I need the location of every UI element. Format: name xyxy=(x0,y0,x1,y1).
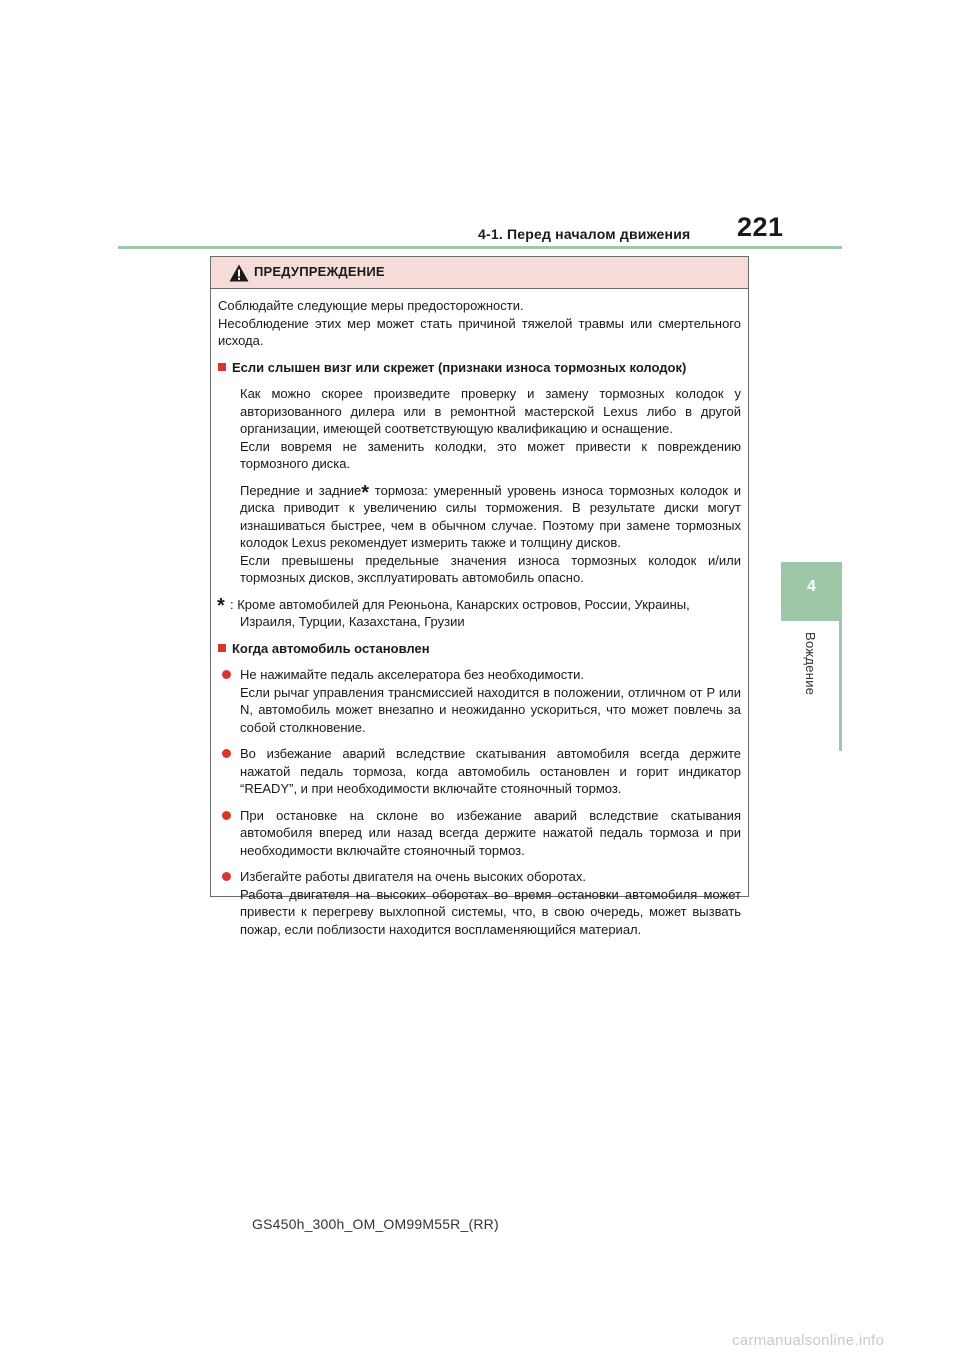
site-watermark: carmanualsonline.info xyxy=(732,1332,885,1349)
brake-paragraph-1: Как можно скорее произведите проверку и замену тормозных колодок у авторизованного дилера или в ремонтной мастерской Lexus либо в другой организации, имеющей соответствующую квалификацию и оснащение. xyxy=(240,386,741,436)
round-bullet-icon xyxy=(222,811,231,820)
section-stopped-title: Когда автомобиль остановлен xyxy=(218,640,741,658)
warning-triangle-icon xyxy=(229,264,249,282)
stopped-bullet: Во избежание аварий вследствие скатывания автомобиля всегда держите нажатой педаль тормоза, когда автомобиль остановлен и горит индикатор “READY”, и при необходимости включайте стояночный тормоз. xyxy=(218,745,741,798)
square-bullet-icon xyxy=(218,363,226,371)
brake-paragraph-2: Если вовремя не заменить колодки, это может привести к повреждению тормозного диска. xyxy=(240,438,741,471)
brake-paragraph-3: Передние и задние* тормоза: умеренный уровень износа тормозных колодок и диска приводит к увеличению силы торможения. В результате диски могут изнашиваться быстрее, чем в обычном случае. Поэтому при замене тормозных колодок Lexus рекомендует измерить также и толщину дисков. xyxy=(240,481,741,550)
square-bullet-icon xyxy=(218,644,226,652)
warning-header xyxy=(211,257,748,289)
warning-intro-2: Несоблюдение этих мер может стать причиной тяжелой травмы или смертельного исхода. xyxy=(218,315,741,348)
warning-intro-1: Соблюдайте следующие меры предосторожности. xyxy=(218,298,524,313)
document-code: GS450h_300h_OM_OM99M55R_(RR) xyxy=(252,1216,499,1232)
footnote-asterisk: * xyxy=(217,594,225,617)
page-header-section: 4-1. Перед началом движения xyxy=(478,226,691,242)
warning-title: ПРЕДУПРЕЖДЕНИЕ xyxy=(254,264,385,279)
chapter-tab-number: 4 xyxy=(807,578,816,595)
section-brake-noise-title: Если слышен визг или скрежет (признаки износа тормозных колодок) xyxy=(218,359,741,377)
stopped-bullet: Не нажимайте педаль акселератора без необходимости. Если рычаг управления трансмиссией находится в положении, отличном от P или N, автомобиль может внезапно и неожиданно ускориться, что может повлечь за собой столкновение. xyxy=(218,666,741,736)
stopped-bullet: Избегайте работы двигателя на очень высоких оборотах. Работа двигателя на высоких оборотах во время остановки автомобиля может привести к перегреву выхлопной системы, что, в свою очередь, может вызвать пожар, если поблизости находится воспламеняющийся материал. xyxy=(218,868,741,938)
page-number: 221 xyxy=(737,212,784,242)
warning-box xyxy=(210,256,749,937)
stopped-bullet: При остановке на склоне во избежание аварий вследствие скатывания автомобиля вперед или назад всегда держите нажатой педаль тормоза и при необходимости включайте стояночный тормоз. xyxy=(218,807,741,860)
round-bullet-icon xyxy=(222,872,231,881)
footnote: * : Кроме автомобилей для Реюньона, Канарских островов, России, Украины, Израиля, Турции, Казахстана, Грузии xyxy=(217,594,690,629)
warning-content xyxy=(218,297,741,947)
header-rule xyxy=(118,246,842,249)
brake-paragraph-4: Если превышены предельные значения износа тормозных колодок и/или тормозных дисков, эксплуатировать автомобиль опасно. xyxy=(240,552,741,585)
asterisk-mark: * xyxy=(361,481,370,504)
round-bullet-icon xyxy=(222,670,231,679)
chapter-tab-label: Вождение xyxy=(803,632,818,696)
round-bullet-icon xyxy=(222,749,231,758)
chapter-tab-line xyxy=(839,621,842,751)
